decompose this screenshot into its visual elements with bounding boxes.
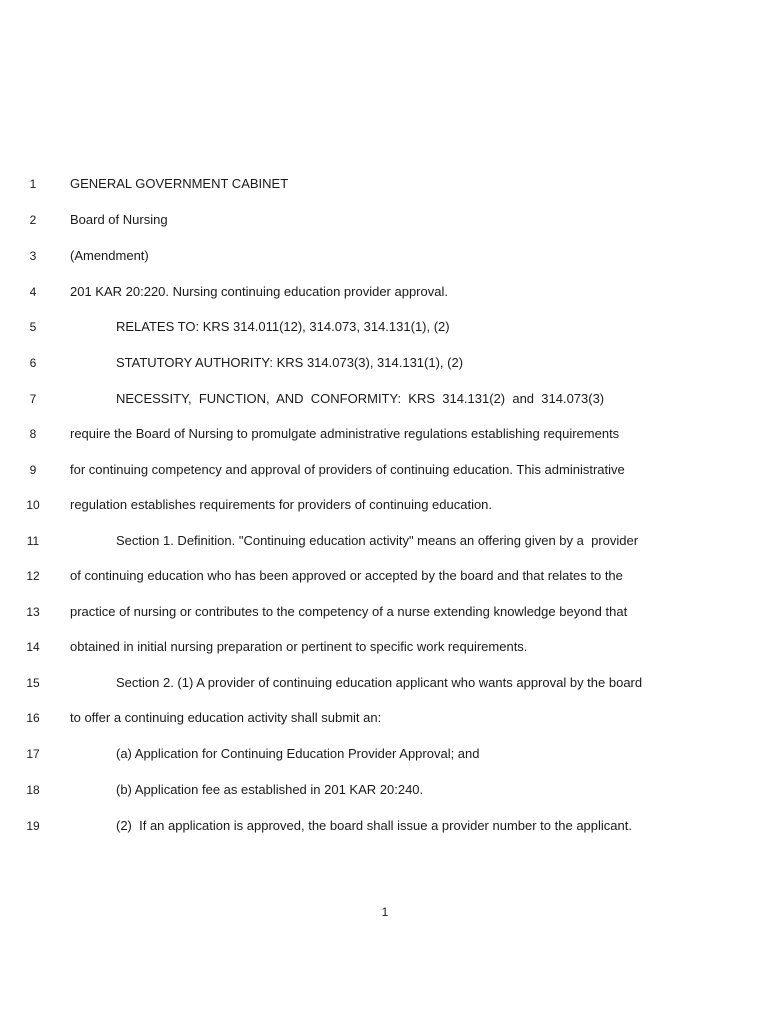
document-line (0, 780, 770, 800)
line-text: for continuing competency and approval of providers of continuing education. This administrative (70, 462, 625, 477)
line-number: 2 (29, 213, 37, 227)
line-text: Section 1. Definition. "Continuing education activity" means an offering given by a provider (116, 533, 639, 548)
line-number: 18 (26, 783, 40, 797)
document-line (0, 495, 770, 515)
document-line (0, 637, 770, 657)
page-number: 1 (381, 905, 389, 919)
line-number: 5 (29, 320, 37, 334)
line-text: NECESSITY, FUNCTION, AND CONFORMITY: KRS 314.131(2) and 314.073(3) (116, 391, 605, 406)
line-number: 14 (26, 640, 40, 654)
line-text: Board of Nursing (70, 212, 168, 227)
line-number: 6 (29, 356, 37, 370)
document-line (0, 531, 770, 551)
line-number: 8 (29, 427, 37, 441)
line-text: Section 2. (1) A provider of continuing education applicant who wants approval by the board (116, 675, 643, 690)
document-line (0, 389, 770, 409)
line-number: 13 (26, 605, 40, 619)
line-number: 17 (26, 747, 40, 761)
line-text: to offer a continuing education activity shall submit an: (70, 710, 382, 725)
line-text: RELATES TO: KRS 314.011(12), 314.073, 314.131(1), (2) (116, 319, 450, 334)
document-line (0, 174, 770, 194)
document-line (0, 816, 770, 836)
line-text: (Amendment) (70, 248, 149, 263)
line-number: 16 (26, 711, 40, 725)
document-line (0, 210, 770, 230)
document-line (0, 460, 770, 480)
line-number: 12 (26, 569, 40, 583)
line-text: regulation establishes requirements for providers of continuing education. (70, 497, 493, 512)
document-line (0, 708, 770, 728)
line-number: 7 (29, 392, 37, 406)
line-number: 3 (29, 249, 37, 263)
line-number: 9 (29, 463, 37, 477)
line-text: practice of nursing or contributes to the competency of a nurse extending knowledge beyond that (70, 604, 628, 619)
document-line (0, 602, 770, 622)
line-number: 11 (26, 534, 40, 548)
document-line (0, 673, 770, 693)
line-text: (2) If an application is approved, the board shall issue a provider number to the applicant. (116, 818, 632, 833)
document-line (0, 566, 770, 586)
line-number: 19 (26, 819, 40, 833)
line-text: GENERAL GOVERNMENT CABINET (70, 176, 289, 191)
document-line (0, 317, 770, 337)
line-text: require the Board of Nursing to promulgate administrative regulations establishing requirements (70, 426, 620, 441)
line-number: 10 (26, 498, 40, 512)
document-line (0, 282, 770, 302)
line-text: (a) Application for Continuing Education Provider Approval; and (116, 746, 480, 761)
line-number: 1 (29, 177, 37, 191)
line-text: of continuing education who has been approved or accepted by the board and that relates to the (70, 568, 623, 583)
line-number: 15 (26, 676, 40, 690)
line-text: 201 KAR 20:220. Nursing continuing education provider approval. (70, 284, 448, 299)
document-line (0, 353, 770, 373)
document-line (0, 246, 770, 266)
line-number: 4 (29, 285, 37, 299)
document-line (0, 744, 770, 764)
line-text: (b) Application fee as established in 201 KAR 20:240. (116, 782, 424, 797)
line-text: obtained in initial nursing preparation or pertinent to specific work requirements. (70, 639, 528, 654)
line-text: STATUTORY AUTHORITY: KRS 314.073(3), 314.131(1), (2) (116, 355, 464, 370)
document-line (0, 424, 770, 444)
